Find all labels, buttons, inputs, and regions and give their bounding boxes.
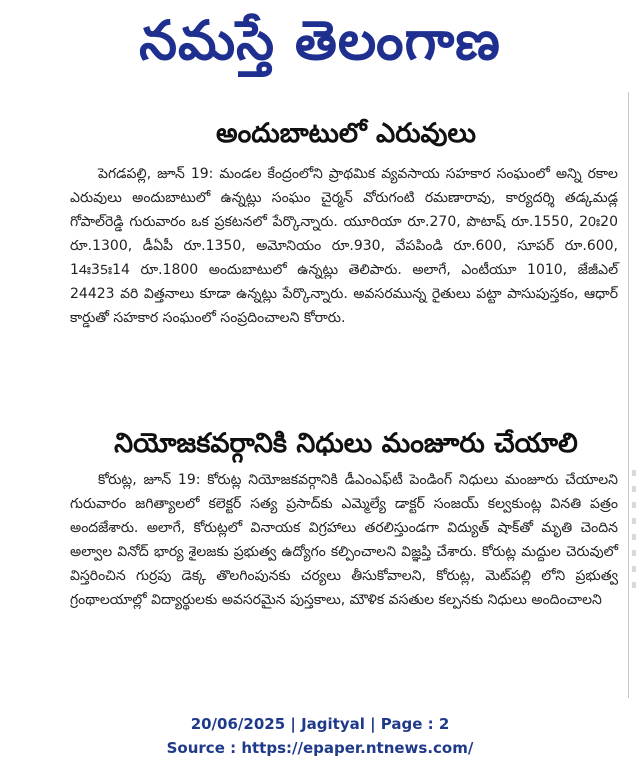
clipping-bottom-cut (64, 688, 628, 698)
edge-mark (632, 566, 636, 572)
footer (0, 712, 640, 760)
article-1-paragraph: పెగడపల్లి, జూన్ 19: మండల కేంద్రంలోని ప్రాథమిక వ్యవసాయ సహకార సంఘంలో అన్ని రకాల ఎరువులు అందుబాటులో ఉన్నట్లు సంఘం చైర్మన్ వోరుగంటి రమణారావు, కార్యదర్శి తడ్కమడ్ల గోపాల్‌రెడ్డి గురువారం ఒక ప్రకటనలో పేర్కొన్నారు. యూరియా రూ.270, పొటాష్ రూ.1550, 20ః20 రూ.1300, డీఏపీ రూ.1350, అమోనియం రూ.930, వేపపిండి రూ.600, సూపర్ రూ.600, 14ః35ః14 రూ.1800 అందుబాటులో ఉన్నట్లు తెలిపారు. అలాగే, ఎంటీయూ 1010, జేజీఎల్ 24423 వరి విత్తనాలు కూడా ఉన్నట్లు పేర్కొన్నారు. అవసరమున్న రైతులు పట్టా పాసుపుస్తకం, ఆధార్ కార్డుతో సహకార సంఘంలో సంప్రదించాలని కోరారు. (70, 166, 618, 326)
edge-mark (632, 470, 636, 476)
page-edge-marks (632, 470, 638, 690)
article-1-headline: అందుబాటులో ఎరువులు (216, 118, 476, 149)
article-2-paragraph: కోరుట్ల, జూన్ 19: కోరుట్ల నియోజకవర్గానికి డీఎంఎఫ్‌టీ పెండింగ్ నిధులు మంజూరు చేయాలని గురువారం జగిత్యాలలో కలెక్టర్ సత్య ప్రసాద్‌కు ఎమ్మెల్యే డాక్టర్ సంజయ్ కల్వకుంట్ల వినతి పత్రం అందజేశారు. అలాగే, కోరుట్లలో వినాయక విగ్రహాలు తరలిస్తుండగా విద్యుత్ షాక్‌తో మృతి చెందిన అల్వాల వినోద్ భార్య శైలజకు ప్రభుత్వ ఉద్యోగం కల్పించాలని విజ్ఞప్తి చేశారు. కోరుట్ల మద్దుల చెరువులో విస్తరించిన గుర్రపు డెక్క తొలగింపునకు చర్యలు తీసుకోవాలని, కోరుట్ల, మెట్‌పల్లి లోని ప్రభుత్వ గ్రంథాలయాల్లో విద్యార్థులకు అవసరమైన పుస్తకాలు, మౌళిక వసతుల కల్పనకు నిధులు అందించాలని (70, 472, 618, 608)
article-2-headline: నియోజకవర్గానికి నిధులు మంజూరు చేయాలి (114, 428, 578, 459)
edge-mark (632, 486, 636, 492)
edge-mark (632, 502, 636, 508)
source-link[interactable]: Source : https://epaper.ntnews.com/ (166, 739, 474, 757)
edition-info: 20/06/2025 | Jagityal | Page : 2 (190, 715, 450, 733)
newspaper-logo: నమస్తే తెలంగాణ (139, 9, 501, 72)
edge-mark (632, 518, 636, 524)
edge-mark (632, 550, 636, 556)
edge-mark (632, 534, 636, 540)
news-clipping (64, 92, 629, 698)
edge-mark (632, 582, 636, 588)
masthead (0, 0, 640, 90)
article-2-body (70, 468, 618, 612)
article-1-body (70, 162, 618, 330)
cut-edge-text-fragment (64, 92, 628, 104)
